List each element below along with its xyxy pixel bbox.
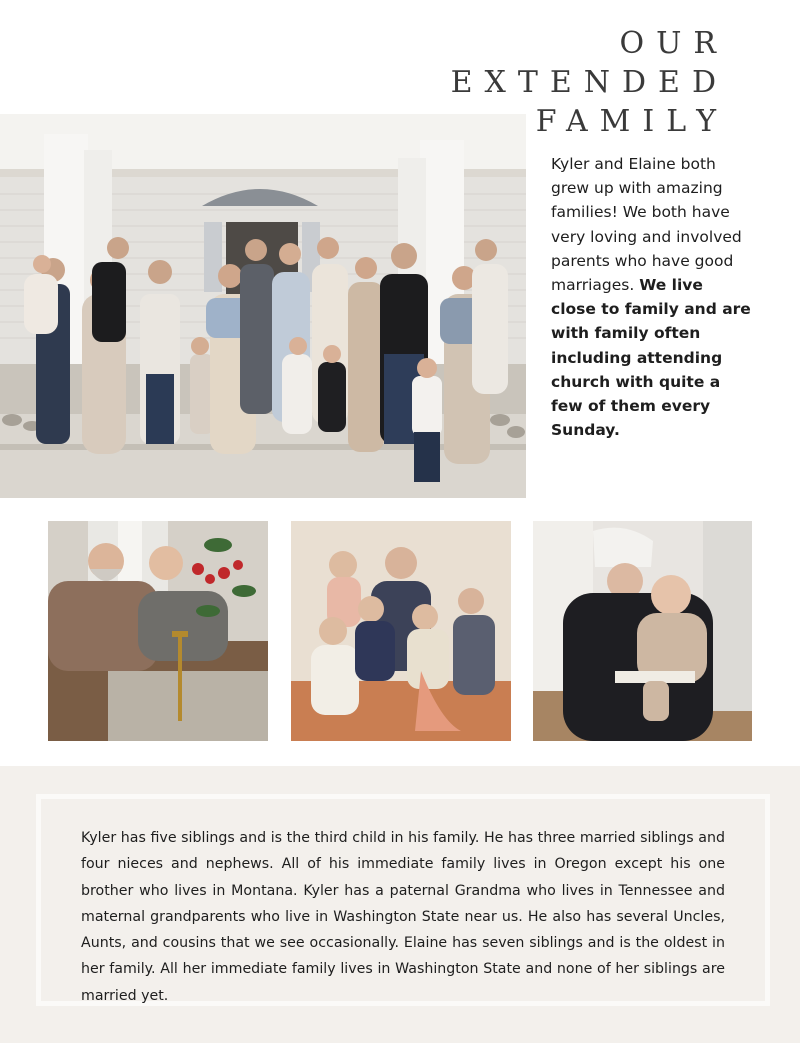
family-details-panel: [0, 766, 800, 1043]
intro-paragraph: [551, 152, 751, 442]
grandma-reading-to-baby-photo: [533, 521, 752, 741]
family-details-text: Kyler has five siblings and is the third child in his family. He has three married siblings and four nieces and nephews. All of his immediate family lives in Oregon except his one brother who lives in Montana. Kyler has a paternal Grandma who lives in Tennessee and maternal grandparents who live in Washington State near us. He also has several Uncles, Aunts, and cousins that we see occasionally. Elaine has seven siblings and is the oldest in her family. All her immediate family lives in Washington State and none of her siblings are married yet.: [81, 830, 725, 1004]
grandparents-at-table-photo: [48, 521, 268, 741]
extended-family-group-photo: [0, 114, 526, 498]
title-line-extended: EXTENDED: [450, 65, 728, 100]
intro-regular-text: Kyler and Elaine both grew up with amazing families! We both have very loving and involved parents who have good marriages.: [551, 155, 742, 295]
title-line-our: OUR: [619, 26, 728, 61]
grandma-with-grandchildren-photo: [291, 521, 511, 741]
intro-bold-text: We live close to family and are with family often including attending church with quite a few of them every Sunday.: [551, 276, 751, 440]
family-details-box: [36, 794, 770, 1006]
page-title: [451, 24, 728, 141]
title-line-family: FAMILY: [535, 104, 728, 139]
